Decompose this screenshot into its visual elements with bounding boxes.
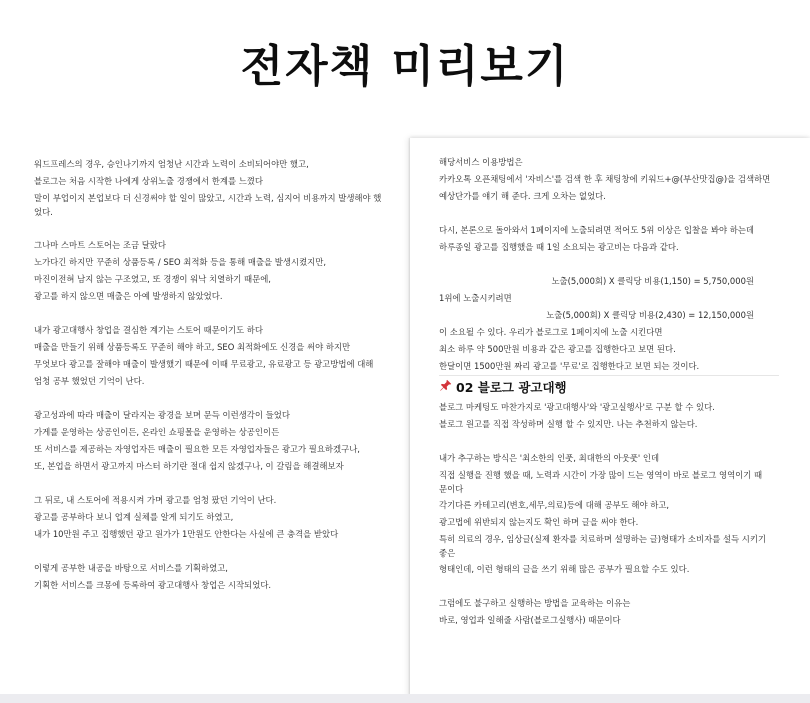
text-line: 말이 부업이지 본업보다 더 신경써야 할 일이 많았고, 시간과 노력, 심지어 비용까지 발생해야 했었다. [34,193,382,217]
ebook-page-right [410,138,810,698]
text-line: 각기다른 카테고리(변호,세무,의료)등에 대해 공부도 해야 하고, [439,500,670,510]
text-line: 카카오톡 오픈채팅에서 '자비스'를 검색 한 후 채팅창에 키워드+@(부산맛집@)을 검색하면 [439,174,771,184]
text-line: 예상단가를 얘기 해 준다. 크게 오차는 없었다. [439,191,606,201]
text-line: 하루종일 광고를 집행했을 때 1일 소요되는 광고비는 다음과 같다. [439,242,679,252]
text-line: 또, 본업을 하면서 광고까지 마스터 하기란 절대 쉽지 않겠구나, 이 갈림을 해결해보자 [34,460,344,471]
right-page-text [410,138,810,629]
page-title: 전자책 미리보기 [240,41,570,92]
section-heading [439,378,796,398]
ebook-page-left [0,138,410,698]
text-line: 기획한 서비스를 크몽에 등록하여 광고대행사 창업은 시작되었다. [34,579,272,590]
text-line: 마진이전혀 남지 않는 구조였고, 또 경쟁이 워낙 치열하기 때문에, [34,274,271,284]
text-line: 광고성과에 따라 매출이 달라지는 광경을 보며 문득 이런생각이 들었다 [34,409,290,420]
text-line: 블로그 원고를 직접 작성하며 실행 할 수 있지만. 나는 추천하지 않는다. [439,419,698,429]
text-line: 그나마 스마트 스토어는 조금 달랐다 [34,240,167,250]
bottom-band [0,694,810,703]
text-line: 바로, 영업과 일해줄 사람(블로그실행사) 때문이다 [439,615,621,625]
text-line: 이렇게 공부한 내공을 바탕으로 서비스를 기획하였고, [34,562,228,573]
text-line: 노가다긴 하지만 꾸준히 상품등록 / SEO 최적화 등을 통해 매출을 발생시켰지만, [34,257,327,267]
section-divider [439,375,779,376]
formula-label: 1위에 노출시키려면 [439,293,512,303]
text-line: 광고법에 위반되지 않는지도 확인 하며 글을 써야 한다. [439,517,639,527]
text-line: 그럼에도 불구하고 실행하는 방법을 교육하는 이유는 [439,598,631,608]
text-line: 내가 광고대행사 창업을 결심한 계기는 스토어 때문이기도 하다 [34,325,263,335]
text-line: 매출을 만들기 위해 상품등록도 꾸준히 해야 하고, SEO 최적화에도 신경을 써야 하지만 [34,342,351,352]
text-line: 블로그는 처음 시작한 나에게 상위노출 경쟁에서 한계를 느꼈다 [34,176,263,186]
text-line: 내가 추구하는 방식은 '최소한의 인풋, 최대한의 아웃풋' 인데 [439,453,660,463]
text-line: 내가 10만원 주고 집행했던 광고 원가가 1만원도 안한다는 사실에 큰 충격을 받았다 [34,528,339,539]
text-line: 워드프레스의 경우, 승인나기까지 엄청난 시간과 노력이 소비되어야만 했고, [34,159,309,169]
formula-line: 노출(5,000회) X 클릭당 비용(2,430) = 12,150,000원 [546,310,754,320]
text-line: 무엇보다 광고를 잘해야 매출이 발생했기 때문에 이때 무료광고, 유료광고 등 광고방법에 대해 [34,359,374,369]
text-line: 그 뒤로, 내 스토어에 적용시켜 가며 광고를 엄청 팠던 기억이 난다. [34,494,277,505]
text-line: 광고를 하지 않으면 매출은 아예 발생하지 않았었다. [34,291,223,301]
text-line: 직접 실행을 진행 했을 때, 노력과 시간이 가장 많이 드는 영역이 바로 블로그 영역이기 때문이다 [439,470,763,494]
formula-line: 노출(5,000회) X 클릭당 비용(1,150) = 5,750,000원 [551,276,754,286]
section-title: 02 블로그 광고대행 [456,380,567,395]
text-line: 다시, 본론으로 돌아와서 1페이지에 노출되려면 적어도 5위 이상은 입찰을 봐야 하는데 [439,225,755,235]
left-page-text [0,138,410,594]
pushpin-icon [439,379,452,398]
text-line: 광고를 공부하다 보니 업계 실체를 알게 되기도 하였고, [34,511,234,522]
text-line: 이 소요될 수 있다. 우리가 블로그로 1페이지에 노출 시킨다면 [439,327,663,337]
text-line: 가게를 운영하는 상공인이든, 온라인 쇼핑몰을 운영하는 상공인이든 [34,426,280,437]
text-line: 블로그 마케팅도 마찬가지로 '광고대행사'와 '광고실행사'로 구분 할 수 있다. [439,402,715,412]
text-line: 또 서비스를 제공하는 자영업자든 매출이 필요한 모든 자영업자들은 광고가 필요하겠구나, [34,443,360,454]
text-line: 해당서비스 이용방법은 [439,157,523,167]
text-line: 최소 하루 약 500만원 비용과 같은 광고를 집행한다고 보면 된다. [439,344,676,354]
text-line: 한달이면 1500만원 짜리 광고를 '무료'로 집행한다고 보면 되는 것이다. [439,361,700,371]
text-line: 형태인데, 이런 형태의 글을 쓰기 위해 많은 공부가 필요할 수도 있다. [439,564,690,574]
text-line: 엄청 공부 했었던 기억이 난다. [34,375,145,386]
text-line: 특히 의료의 경우, 임상글(실제 환자를 치료하며 설명하는 글)형태가 소비자를 설득 시키기 좋은 [439,534,767,558]
